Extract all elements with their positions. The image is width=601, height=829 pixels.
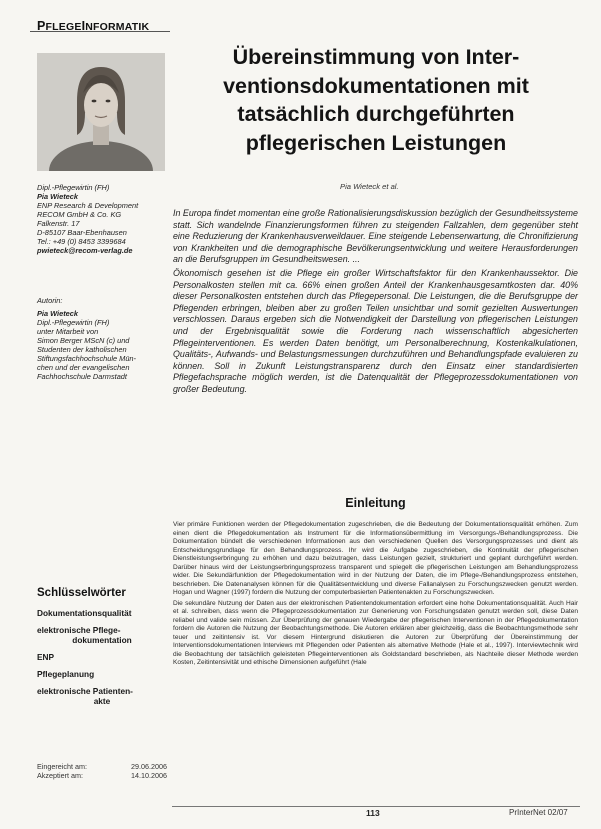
- author-collab-line: Fachhochschule Darmstadt: [37, 372, 127, 381]
- footer-rule: [172, 806, 580, 807]
- author-company: RECOM GmbH & Co. KG: [37, 210, 122, 219]
- title-line: tatsächlich durchgeführten: [237, 102, 515, 126]
- submission-dates: [37, 762, 167, 780]
- keyword-item: Dokumentationsqualität: [37, 608, 132, 618]
- section-heading: Einleitung: [345, 496, 406, 510]
- keyword-item: elektronische Patienten- akte: [37, 686, 133, 706]
- author-collab-line: Simon Berger MScN (c) und: [37, 336, 130, 345]
- date-row: [37, 771, 167, 780]
- author-portrait-image: [37, 53, 165, 171]
- author-collab-line: chen und der evangelischen: [37, 363, 130, 372]
- author-name-2: Pia Wieteck: [37, 309, 79, 318]
- date-value: 14.10.2006: [131, 771, 167, 780]
- body-paragraph: Die sekundäre Nutzung der Daten aus der elektronischen Patientendokumentation erfordert eine hohe Dokumentationsqualität. Auch Hair et al. schreiben, dass wenn die Pflegeprozessdokumentation zur Generierung von Forschungsdaten genutzt werden soll, diese Daten reliabel und valide sein müssen. Zur Überprüfung der genauen Wiedergabe der pflegerischen Interventionen in der Pflegedokumentation fordern die Autoren die Nutzung der Beobachtungsmethode. Die Autoren erklären aber gleichzeitig, dass die Beobachtungsmethode sehr teuer und zeitintensiv ist. Vor diesem Hintergrund diskutieren die Autoren zur Überprüfung der Übereinstimmung der Interventionsdokumentationen Interviews mit Pflegenden oder Patienten als alternative Methode (Hale et al., 1997). Interviewtechnik wird die Beobachtung der tatsächlich geleisteten Pflegeinterventionen als Goldstandard beschrieben, als Nachteile dieser Methode werden Kosten, Zeitintensivität und ethische Dimensionen aufgeführt (Hale: [173, 599, 578, 666]
- page-number: 113: [366, 808, 380, 818]
- author-collab-line: Studenten der katholischen: [37, 345, 127, 354]
- authors-label: Autorin:: [37, 296, 63, 305]
- body-paragraph: Vier primäre Funktionen werden der Pflegedokumentation zugeschrieben, die die Bedeutung der Dokumentationsqualität erhöhen. Zum einen dient die Pflegedokumentation als Instrument für die Informationsübermittlung im Versorgungs-/Behandlungsprozess. Die Dokumentation bündelt die verschiedenen Informationen aus den verschiedenen Quellen des Versorgungsprozesses und dient als Entscheidungsgrundlage für den Behandlungsprozess. Ihr wird die Aufgabe zugeschrieben, die Kontinuität der pflegerischen Dienstleistungserbringung zu erhöhen und dazu beizutragen, dass Leistungen gezielt, strukturiert und geplant durchgeführt werden. Darüber hinaus wird der Leistungserbringungsprozess transparent und spiegelt die pflegerischen Leistungen am Behandlungsprozess wider. Die Sekundärfunktion der Pflegedokumentation wird in der Nutzung der Daten, die im Pflege-/Behandlungsprozess entstehen, beschrieben. Die Datenanalysen können für die Qualitätsentwicklung und diverse Fallanalysen zu Forschungszwecken genutzt werden. Hogan und Wagner (1997) fordern die Nutzung der computerbasierten Patientenakten zu Forschungszwecken.: [173, 521, 578, 596]
- section-label-initial-2: I: [81, 19, 86, 33]
- author-name: Pia Wieteck: [37, 192, 79, 201]
- author-street: Falkenstr. 17: [37, 219, 80, 228]
- keywords-list: [37, 608, 167, 713]
- top-rule: [30, 31, 170, 32]
- author-collab-line: Stiftungsfachhochschule Mün-: [37, 354, 137, 363]
- author-city: D-85107 Baar-Ebenhausen: [37, 228, 127, 237]
- keywords-title: Schlüsselwörter: [37, 587, 126, 599]
- body-text: [173, 521, 578, 670]
- byline: Pia Wieteck et al.: [340, 182, 399, 191]
- author-collab-line: unter Mitarbeit von: [37, 327, 99, 336]
- date-label: Eingereicht am:: [37, 762, 87, 771]
- date-value: 29.06.2006: [131, 762, 167, 771]
- author-photo: [37, 53, 165, 171]
- section-label-initial: P: [37, 19, 46, 33]
- title-line: pflegerischen Leistungen: [245, 130, 507, 155]
- author-degree: Dipl.-Pflegewirtin (FH): [37, 183, 110, 192]
- article-title: [175, 43, 577, 157]
- keyword-item: Pflegeplanung: [37, 669, 95, 679]
- section-label-rest-2: NFORMATIK: [85, 21, 150, 33]
- author-email-link[interactable]: pwieteck@recom-verlag.de: [37, 246, 133, 255]
- author-degree-2: Dipl.-Pflegewirtin (FH): [37, 318, 110, 327]
- date-row: [37, 762, 167, 771]
- title-line: Übereinstimmung von Inter-: [232, 45, 520, 69]
- abstract-paragraph: In Europa findet momentan eine große Rationalisierungsdiskussion bezüglich der Gesundheitssysteme statt. Sich wandelnde Finanzierungsformen führen zu steigenden Fallzahlen, dem gegenüber steht eine Reduzierung der Krankenhausverweildauer. Eine steigende Lebenserwartung, die Chronifizierung von Krankheiten und die demographische Bevölkerungsentwicklung und weitere Herausforderungen an die Berufsgruppen im Gesundheitswesen. ...: [173, 208, 578, 265]
- authors-block: [37, 296, 165, 381]
- author-contact-block: [37, 183, 165, 255]
- abstract-paragraph: Ökonomisch gesehen ist die Pflege ein großer Wirtschaftsfaktor für den Krankenhaussektor. Die Personalkosten stellen mit ca. 66% einen großen Anteil der Krankenhausgesamtkosten dar. 40% dieser Personalkosten entstehen durch das Pflegepersonal. Die Leistungen, die die Berufsgruppe der Pflegenden erbringen, bleiben aber zu großen Teilen unsichtbar und somit gezielten Auswertungen verschlossen. Daraus ergeben sich die Notwendigkeit der Darstellung von pflegerischen Leistungen und der Ergebnisqualität sowie die Forderung nach wissenschaftlich abgesicherten Pflegeinterventionen. Es werden Daten benötigt, um Personalberechnung, Kostenkalkulationen, Qualitäts-, Aufwands- und Belastungsmessungen durchzuführen und Behandlungspfade evaluieren zu können. Soll in Zukunft Leistungstransparenz durch den Einsatz einer standardisierten Pflegefachsprache möglich werden, ist die Datenqualität der Pflegeprozessdokumentationen von großer Bedeutung.: [173, 267, 578, 394]
- author-phone: Tel.: +49 (0) 8453 3399684: [37, 237, 126, 246]
- keyword-item: ENP: [37, 652, 55, 662]
- journal-issue: PrInterNet 02/07: [509, 808, 568, 817]
- title-line: ventionsdokumentationen mit: [223, 73, 529, 98]
- section-label-rest: FLEGE: [45, 21, 82, 33]
- abstract: [173, 208, 578, 398]
- author-affiliation: ENP Research & Development: [37, 201, 139, 210]
- date-label: Akzeptiert am:: [37, 771, 83, 780]
- keyword-item: elektronische Pflege- dokumentation: [37, 625, 132, 645]
